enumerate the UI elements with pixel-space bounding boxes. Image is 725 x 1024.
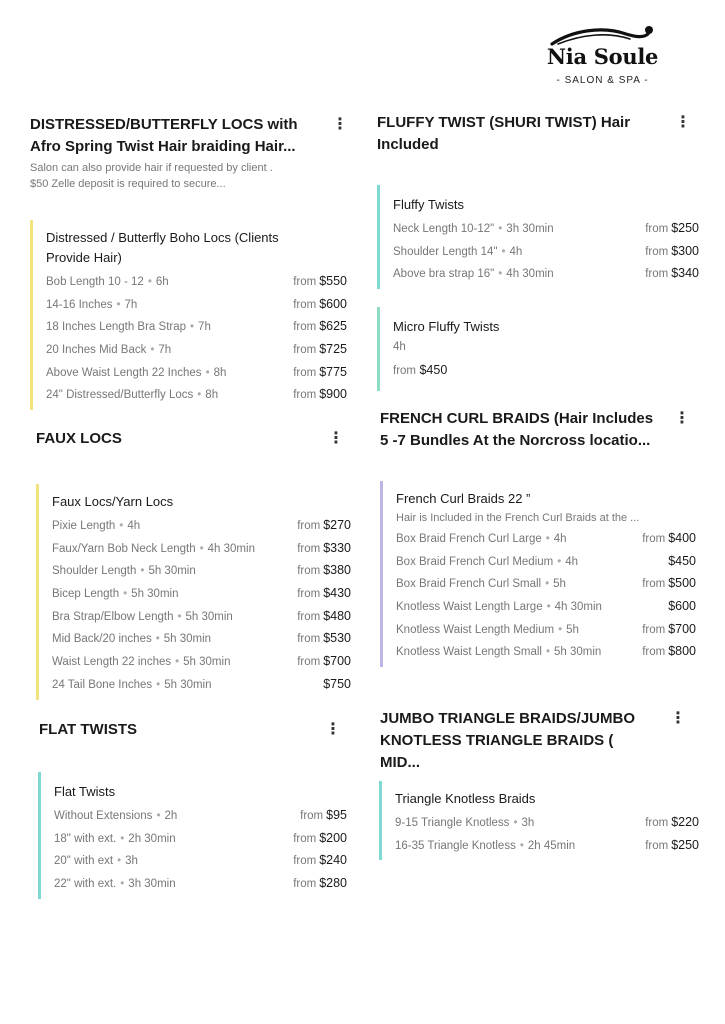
service-duration: 4h	[509, 245, 523, 258]
price-from-label: from	[297, 656, 321, 669]
service-row[interactable]	[395, 815, 699, 838]
service-name: Box Braid French Curl Large	[396, 533, 542, 545]
service-row[interactable]	[393, 244, 699, 267]
more-options-icon[interactable]: ⋮	[328, 430, 344, 447]
more-options-icon[interactable]: ⋮	[670, 710, 686, 727]
service-price	[293, 876, 347, 890]
service-label	[46, 321, 211, 333]
service-name: Bicep Length	[52, 588, 120, 601]
price-from-label: from	[645, 839, 669, 852]
price-value: $750	[323, 676, 351, 691]
service-name: 9-15 Triangle Knotless	[395, 817, 510, 829]
price-value: $220	[671, 815, 699, 829]
section-flat-twists	[39, 719, 339, 741]
service-name: 16-35 Triangle Knotless	[395, 839, 516, 852]
service-name: Waist Length 22 inches	[52, 656, 172, 669]
group-distressed-boho-locs	[30, 220, 347, 410]
service-name: Without Extensions	[54, 810, 153, 822]
service-label	[396, 624, 579, 636]
service-duration: 2h 30min	[128, 832, 176, 845]
separator-dot: •	[513, 817, 518, 829]
group-flat-twists	[38, 772, 347, 899]
service-name: 22" with ext.	[54, 878, 117, 891]
service-label	[393, 246, 522, 258]
service-label	[52, 543, 255, 555]
price-value: $550	[319, 274, 347, 288]
service-row[interactable]	[46, 365, 347, 388]
service-row[interactable]	[395, 838, 699, 861]
price-value: $900	[319, 387, 347, 402]
service-row[interactable]	[52, 609, 351, 632]
service-price	[297, 518, 351, 532]
brand-logo	[540, 22, 665, 86]
separator-dot: •	[545, 533, 550, 545]
separator-dot: •	[120, 832, 125, 845]
service-name: Knotless Waist Length Small	[396, 646, 542, 659]
service-price	[300, 808, 347, 822]
service-price	[293, 387, 347, 401]
price-value: $250	[671, 221, 699, 235]
section-title: FAUX LOCS	[36, 430, 122, 447]
group-title: Faux Locs/Yarn Locs	[52, 494, 174, 509]
service-price	[645, 221, 699, 235]
service-price	[645, 838, 699, 852]
service-price	[645, 266, 699, 280]
service-price	[297, 541, 351, 555]
service-list	[46, 274, 347, 410]
service-price	[297, 586, 351, 600]
price-from-label: from	[297, 520, 321, 532]
service-label	[393, 223, 554, 235]
service-label	[52, 656, 230, 668]
price-from-label: from	[297, 565, 321, 578]
service-name: Knotless Waist Length Large	[396, 601, 543, 614]
service-duration: 5h 30min	[148, 565, 196, 578]
service-price	[293, 342, 347, 356]
service-duration: 4h 30min	[554, 601, 602, 614]
service-price	[642, 576, 696, 590]
separator-dot: •	[117, 855, 122, 868]
price-value: $300	[671, 243, 699, 258]
price-from-label: from	[293, 389, 317, 402]
price-value: $500	[668, 576, 696, 591]
separator-dot: •	[498, 223, 503, 235]
service-name: 24 Tail Bone Inches	[52, 678, 153, 691]
brand-tagline: - SALON & SPA -	[556, 75, 649, 86]
price-value: $775	[319, 364, 347, 379]
service-row[interactable]	[396, 622, 696, 645]
price-from-label: from	[645, 268, 669, 281]
group-faux-yarn-locs	[36, 484, 351, 700]
service-name: Shoulder Length 14"	[393, 245, 498, 258]
service-duration: 6h	[155, 276, 169, 288]
group-title: Flat Twists	[54, 784, 116, 799]
separator-dot: •	[197, 389, 202, 402]
price-from-label: from	[293, 298, 317, 311]
price-from-label: from	[645, 245, 669, 258]
section-header	[39, 719, 339, 741]
price-value: $430	[323, 586, 351, 601]
service-price	[645, 815, 699, 829]
service-label	[395, 840, 575, 852]
service-duration: 2h 45min	[527, 839, 576, 852]
service-label	[52, 633, 211, 645]
service-label	[52, 611, 233, 623]
service-price	[293, 365, 347, 379]
service-price: from $450	[393, 363, 448, 377]
service-price	[323, 677, 351, 691]
service-duration: 5h	[553, 578, 566, 591]
separator-dot: •	[519, 839, 524, 852]
price-value: $530	[323, 631, 351, 646]
section-faux-locs	[36, 428, 342, 450]
service-row[interactable]	[52, 586, 351, 609]
price-from-label: from	[293, 344, 317, 357]
service-price	[668, 599, 696, 613]
service-price	[297, 609, 351, 623]
service-name: 20" with ext	[54, 855, 114, 868]
service-price	[293, 831, 347, 845]
separator-dot: •	[498, 268, 503, 281]
service-label	[396, 556, 578, 568]
service-duration: 4h	[565, 555, 579, 568]
price-from-label: from	[645, 817, 669, 829]
service-price	[297, 563, 351, 577]
service-price	[668, 554, 696, 568]
more-options-icon[interactable]: ⋮	[674, 410, 690, 427]
service-name: 24" Distressed/Butterfly Locs	[46, 389, 194, 402]
group-description: Hair is Included in the French Curl Braids at the ...	[396, 512, 640, 524]
service-label	[52, 679, 212, 691]
price-from-label: from	[293, 321, 317, 334]
service-name: Box Braid French Curl Small	[396, 578, 542, 591]
section-title: DISTRESSED/BUTTERFLY LOCS with Afro Spring Twist Hair braiding Hair...	[30, 116, 298, 155]
service-duration: 3h 30min	[506, 223, 554, 235]
service-duration: 8h	[213, 366, 227, 379]
service-label	[54, 810, 177, 822]
group-micro-fluffy-twists	[377, 307, 699, 391]
service-label	[52, 588, 178, 600]
service-row[interactable]	[52, 563, 351, 586]
more-options-icon[interactable]: ⋮	[325, 721, 341, 738]
section-fluffy-twist	[377, 112, 689, 156]
service-duration: 5h 30min	[553, 646, 602, 659]
separator-dot: •	[140, 565, 145, 578]
price-value: $330	[323, 540, 351, 555]
service-duration: 7h	[158, 344, 172, 357]
service-duration: 5h	[566, 623, 579, 636]
section-header	[36, 428, 342, 450]
service-duration: 4h	[553, 533, 567, 545]
service-row[interactable]	[46, 297, 347, 320]
service-duration: 5h 30min	[164, 678, 212, 691]
service-label	[54, 833, 176, 845]
service-duration: 7h	[124, 298, 138, 311]
service-duration: 2h	[164, 810, 178, 822]
service-duration: 4h 30min	[506, 268, 554, 281]
service-price	[645, 244, 699, 258]
service-name: Above bra strap 16"	[393, 268, 495, 281]
price-value: $800	[668, 644, 696, 659]
service-name: Bob Length 10 - 12	[46, 276, 144, 288]
group-triangle-knotless-braids	[379, 781, 699, 860]
service-name: 18 Inches Length Bra Strap	[46, 321, 187, 334]
service-row[interactable]	[54, 876, 347, 899]
service-duration: 5h 30min	[131, 588, 179, 601]
group-fluffy-twists	[377, 185, 699, 289]
price-from-label: from	[642, 578, 666, 591]
service-row[interactable]	[54, 831, 347, 854]
separator-dot: •	[546, 601, 551, 614]
service-price	[293, 319, 347, 333]
service-row[interactable]	[393, 266, 699, 289]
service-name: Pixie Length	[52, 520, 116, 532]
separator-dot: •	[155, 633, 160, 646]
separator-dot: •	[558, 623, 563, 636]
price-value: $240	[319, 853, 347, 868]
separator-dot: •	[190, 321, 195, 334]
more-options-icon[interactable]: ⋮	[332, 116, 348, 133]
service-name: Mid Back/20 inches	[52, 633, 152, 646]
separator-dot: •	[119, 520, 124, 532]
service-duration: 5h 30min	[183, 656, 231, 669]
section-title: JUMBO TRIANGLE BRAIDS/JUMBO KNOTLESS TRIANGLE BRAIDS ( MID...	[380, 710, 636, 771]
service-row[interactable]	[52, 631, 351, 654]
price-value: $450	[668, 553, 696, 568]
service-row[interactable]	[52, 677, 351, 700]
service-name: Box Braid French Curl Medium	[396, 555, 554, 568]
price-from-label: from	[642, 533, 666, 545]
separator-dot: •	[120, 878, 125, 891]
price-from-label: from	[293, 366, 317, 379]
service-label	[396, 601, 602, 613]
service-name: Above Waist Length 22 Inches	[46, 366, 202, 379]
group-title: Distressed / Butterfly Boho Locs (Clients Provide Hair)	[46, 230, 279, 265]
group-title: Micro Fluffy Twists	[393, 319, 500, 334]
price-from-label: from	[293, 832, 317, 845]
service-row[interactable]	[46, 319, 347, 342]
section-header	[30, 114, 346, 158]
service-label	[46, 299, 137, 311]
service-label	[393, 268, 554, 280]
service-label	[52, 520, 140, 532]
price-value: $200	[319, 830, 347, 845]
service-row[interactable]	[52, 541, 351, 564]
separator-dot: •	[205, 366, 210, 379]
service-list	[393, 221, 699, 289]
service-label	[54, 878, 176, 890]
service-price	[297, 654, 351, 668]
group-title: French Curl Braids 22 ”	[396, 491, 531, 506]
group-title: Triangle Knotless Braids	[395, 791, 536, 806]
separator-dot: •	[545, 578, 550, 591]
service-list	[54, 808, 347, 899]
service-name: 14-16 Inches	[46, 298, 113, 311]
service-label	[396, 646, 601, 658]
service-duration: 4h 30min	[207, 542, 255, 555]
separator-dot: •	[147, 276, 152, 288]
separator-dot: •	[175, 656, 180, 669]
service-label	[52, 565, 196, 577]
service-list	[52, 518, 351, 700]
price-value: $280	[319, 876, 347, 891]
price-from-label: from	[297, 610, 321, 623]
price-value: $270	[323, 518, 351, 532]
service-price	[293, 274, 347, 288]
price-from-label: from	[645, 223, 669, 235]
section-title: FLUFFY TWIST (SHURI TWIST) Hair Included	[377, 114, 631, 153]
service-duration: 3h 30min	[128, 878, 176, 891]
service-name: Knotless Waist Length Medium	[396, 623, 555, 636]
service-duration: 4h	[393, 341, 406, 353]
price-value: $625	[319, 319, 347, 334]
service-row[interactable]	[46, 274, 347, 297]
service-row[interactable]	[46, 342, 347, 365]
section-description: Salon can also provide hair if requested by client . $50 Zelle deposit is required to secure...	[30, 162, 273, 190]
price-from-label: from	[300, 810, 324, 822]
service-label	[54, 855, 138, 867]
section-jumbo-triangle-braids	[380, 708, 684, 774]
service-row[interactable]	[54, 853, 347, 876]
price-value: $700	[668, 621, 696, 636]
separator-dot: •	[177, 610, 182, 623]
service-duration: 3h	[521, 817, 535, 829]
service-row[interactable]	[393, 221, 699, 244]
section-distressed-locs	[30, 114, 346, 192]
service-label	[396, 578, 566, 590]
service-row[interactable]	[396, 554, 696, 577]
separator-dot: •	[545, 646, 550, 659]
price-value: $340	[671, 266, 699, 281]
separator-dot: •	[156, 810, 161, 822]
service-price	[642, 531, 696, 545]
service-name: 18" with ext.	[54, 832, 117, 845]
separator-dot: •	[557, 555, 562, 568]
service-list	[396, 531, 696, 667]
group-french-curl-braids	[380, 481, 696, 667]
section-header	[380, 408, 688, 452]
service-price	[297, 631, 351, 645]
service-name: 20 Inches Mid Back	[46, 344, 147, 357]
price-from-label: from	[642, 646, 666, 659]
service-duration: 5h 30min	[185, 610, 233, 623]
service-row[interactable]	[396, 576, 696, 599]
service-label	[46, 344, 171, 356]
service-label	[46, 389, 218, 401]
section-header	[377, 112, 689, 156]
service-row[interactable]	[396, 644, 696, 667]
brand-name: Nia Soule	[546, 44, 659, 69]
service-name: Shoulder Length	[52, 565, 137, 578]
service-duration: 5h 30min	[163, 633, 212, 646]
price-from-label: from	[297, 542, 321, 555]
section-title: FLAT TWISTS	[39, 721, 138, 738]
separator-dot: •	[156, 678, 161, 691]
price-value: $725	[319, 342, 347, 357]
separator-dot: •	[116, 298, 121, 311]
service-row[interactable]	[52, 654, 351, 677]
service-duration: 3h	[125, 855, 138, 868]
service-name: Bra Strap/Elbow Length	[52, 610, 174, 623]
price-value: $700	[323, 654, 351, 669]
service-price	[642, 622, 696, 636]
service-row[interactable]	[396, 531, 696, 554]
separator-dot: •	[123, 588, 128, 601]
service-row[interactable]	[396, 599, 696, 622]
service-name: Neck Length 10-12"	[393, 223, 495, 235]
service-price	[642, 644, 696, 658]
service-row[interactable]	[52, 518, 351, 541]
service-price	[293, 297, 347, 311]
price-from-label: from	[297, 588, 321, 601]
service-duration: 7h	[198, 321, 211, 334]
service-label	[46, 367, 226, 379]
more-options-icon[interactable]: ⋮	[675, 114, 691, 131]
service-row[interactable]	[54, 808, 347, 831]
service-name: Faux/Yarn Bob Neck Length	[52, 542, 196, 555]
group-title: Fluffy Twists	[393, 197, 465, 212]
separator-dot: •	[501, 245, 506, 258]
price-value: $400	[668, 531, 696, 545]
service-label	[46, 276, 169, 288]
price-value: $95	[326, 808, 347, 822]
service-label	[396, 533, 567, 545]
price-from-label: from	[642, 623, 666, 636]
price-from-label: from	[293, 878, 317, 891]
separator-dot: •	[199, 542, 204, 555]
service-duration: 4h	[127, 520, 141, 532]
service-duration: 8h	[205, 389, 219, 402]
section-french-curl-braids	[380, 408, 688, 452]
price-from-label: from	[293, 276, 317, 288]
service-list	[395, 815, 699, 860]
price-value: $600	[319, 296, 347, 311]
service-price	[293, 853, 347, 867]
section-header	[380, 708, 684, 774]
section-title: FRENCH CURL BRAIDS (Hair Includes 5 -7 Bundles At the Norcross locatio...	[380, 410, 654, 449]
price-value: $480	[323, 608, 351, 623]
price-from-label: from	[293, 855, 317, 868]
price-from-label: from	[297, 633, 321, 646]
service-row[interactable]	[46, 387, 347, 410]
price-value: $380	[323, 563, 351, 578]
separator-dot: •	[150, 344, 155, 357]
price-value: $600	[668, 599, 696, 614]
price-value: $250	[671, 837, 699, 852]
service-label	[395, 817, 534, 829]
